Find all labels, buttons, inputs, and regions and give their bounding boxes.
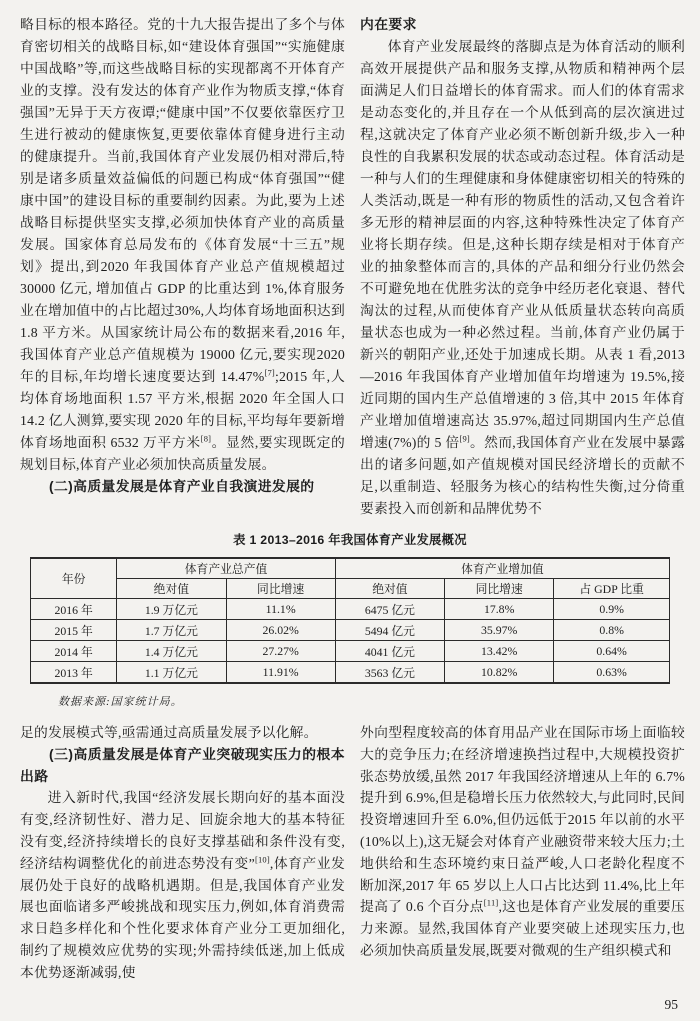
table-cell-gdp: 0.64% [554, 641, 670, 662]
top-left-column [20, 14, 345, 520]
table-header-growth-2: 同比增速 [445, 579, 554, 599]
table-cell-year: 2013 年 [31, 662, 117, 684]
page-number: 95 [664, 997, 678, 1012]
table-header-group-row [31, 558, 670, 579]
table-row [31, 620, 670, 641]
table-header-added-value-group: 体育产业增加值 [335, 558, 669, 579]
table-cell-total: 1.9 万亿元 [117, 599, 226, 620]
table-1 [30, 557, 670, 684]
table-cell-total-growth: 27.27% [226, 641, 335, 662]
table-cell-added: 5494 亿元 [335, 620, 444, 641]
table-row [31, 662, 670, 684]
table-cell-added-growth: 10.82% [445, 662, 554, 684]
paragraph-strategic-goals: 略目标的根本路径。党的十九大报告提出了多个与体育密切相关的战略目标,如“建设体育强国”“实施健康中国战略”等,而这些战略目标的实现都离不开体育产业的支撑。没有发达的体育产业作为物质支撑,“体育强国”无异于天方夜谭;“健康中国”不仅要依靠医疗卫生进行被动的健康恢复,更要依靠体育健身进行主动的健康提升。当前,我国体育产业发展仍相对滞后,特别是诸多质量效益偏低的问题已构成“体育强国”“健康中国”的建设目标的重要制约因素。为此,要为上述战略目标提供坚实支撑,必须加快体育产业的高质量发展。国家体育总局发布的《体育发展“十三五”规划》提出,到2020 年我国体育产业总产值规模超过 30000 亿元, 增加值占 GDP 的比重达到 1%,体育服务业在增加值中的占比超过30%,人均体育场地面积达到 1.8 平方米。从国家统计局公布的数据来看,2016 年,我国体育产业总产值规模为 19000 亿元,要实现2020年的目标,年均增长速度要达到 14.47%[7];2015 年,人均体育场地面积 1.57 平方米,根据 2020 年全国人口 14.2 亿人测算,要实现 2020 年的目标,平均每年要新增体育场地面积 6532 万平方米[8]。显然,要实现既定的规划目标,体育产业必须加快高质量发展。 [20, 17, 345, 472]
top-right-column [360, 14, 685, 520]
table-cell-total: 1.7 万亿元 [117, 620, 226, 641]
section-heading-3: (三)高质量发展是体育产业突破现实压力的根本出路 [20, 746, 345, 784]
table-header-absolute-2: 绝对值 [335, 579, 444, 599]
table-header-gdp-share: 占 GDP 比重 [554, 579, 670, 599]
table-cell-total-growth: 11.91% [226, 662, 335, 684]
paragraph-new-era: 进入新时代,我国“经济发展长期向好的基本面没有变,经济韧性好、潜力足、回旋余地大的基本特征没有变,经济持续增长的良好支撑基础和条件没有变,经济结构调整优化的前进态势没有变”[10],体育产业发展仍处于良好的战略机遇期。但是,我国体育产业发展也面临诸多严峻挑战和现实压力,例如,体育消费需求日趋多样化和个性化要求体育产业分工更加细化,制约了规模效应优势的实现;外需持续低迷,加上低成本优势逐渐减弱,使 [20, 790, 345, 980]
bottom-right-column [360, 722, 685, 984]
table-cell-year: 2016 年 [31, 599, 117, 620]
table-cell-total-growth: 11.1% [226, 599, 335, 620]
table-source-note: 数据来源:国家统计局。 [58, 696, 183, 708]
table-header-total-output-group: 体育产业总产值 [117, 558, 336, 579]
table-row [31, 599, 670, 620]
table-cell-total: 1.4 万亿元 [117, 641, 226, 662]
paragraph-continued-imbalance: 足的发展模式等,亟需通过高质量发展予以化解。 [20, 725, 318, 740]
table-cell-gdp: 0.63% [554, 662, 670, 684]
paragraph-external-pressure: 外向型程度较高的体育用品产业在国际市场上面临较大的竞争压力;在经济增速换挡过程中,大规模投资扩张态势放缓,虽然 2017 年我国经济增速从上年的 6.7%提升到 6.9%,但是稳增长压力依然较大,与此同时,民间投资增速回升至 6.0%,但仍远低于2015 年以前的水平(10%以上),这无疑会对体育产业融资带来较大压力;土地供给和生态环境约束日益严峻,人口老龄化程度不断加深,2017 年 65 岁以上人口占比达到 11.4%,比上年提高了 0.6 个百分点[11],这也是体育产业发展的重要压力来源。显然,我国体育产业要突破上述现实压力,也必须加快高质量发展,既要对微观的生产组织模式和 [360, 725, 685, 958]
table-header-absolute-1: 绝对值 [117, 579, 226, 599]
table-cell-gdp: 0.8% [554, 620, 670, 641]
table-cell-added-growth: 17.8% [445, 599, 554, 620]
table-cell-added: 4041 亿元 [335, 641, 444, 662]
table-title: 表 1 2013–2016 年我国体育产业发展概况 [233, 533, 467, 547]
paragraph-self-evolution: 体育产业发展最终的落脚点是为体育活动的顺利高效开展提供产品和服务支撑,从物质和精神两个层面满足人们日益增长的体育需求。而人们的体育需求是动态变化的,并且存在一个从低到高的层次演进过程,这就决定了体育产业必须不断创新升级,步入一种良性的自我累积发展的状态或动态过程。体育活动是一种与人们的生理健康和身体健康密切相关的特殊的人类活动,既是一种有形的物质性的活动,又包含着许多无形的精神层面的内容,这种特殊性决定了体育产业将长期存续。但是,这种长期存续是相对于体育产业的抽象整体而言的,具体的产品和细分行业仍然会不可避免地在优胜劣汰的竞争中经历老化衰退、替代淘汰的过程,从而使体育产业从低质量状态转向高质量状态也成为一种必然过程。当前,体育产业仍属于新兴的朝阳产业,还处于加速成长期。从表 1 看,2013—2016 年我国体育产业增加值年均增速为 19.5%,接近同期的国内生产总值增速的 3 倍,其中 2015 年体育产业增加值增速高达 35.97%,超过同期国内生产总值增速(7%)的 5 倍[9]。然而,我国体育产业在发展中暴露出的诸多问题,如产值规模对国民经济增长的贡献不足,以重制造、轻服务为核心的结构性失衡,过分倚重要素投入而创新和品牌优势不 [360, 39, 686, 516]
table-cell-added-growth: 35.97% [445, 620, 554, 641]
table-1-block [30, 533, 670, 709]
top-columns [20, 14, 685, 520]
table-cell-gdp: 0.9% [554, 599, 670, 620]
bottom-columns [20, 722, 685, 984]
table-subheader-row [31, 579, 670, 599]
table-cell-added-growth: 13.42% [445, 641, 554, 662]
table-header-growth-1: 同比增速 [226, 579, 335, 599]
table-cell-year: 2015 年 [31, 620, 117, 641]
table-cell-added: 6475 亿元 [335, 599, 444, 620]
table-row [31, 641, 670, 662]
table-header [31, 558, 670, 599]
table-cell-total: 1.1 万亿元 [117, 662, 226, 684]
table-cell-year: 2014 年 [31, 641, 117, 662]
bottom-left-column [20, 722, 345, 984]
section-heading-2-part1: (二)高质量发展是体育产业自我演进发展的 [48, 479, 315, 494]
table-header-year: 年份 [31, 558, 117, 599]
section-heading-2-part2: 内在要求 [360, 17, 417, 32]
table-cell-added: 3563 亿元 [335, 662, 444, 684]
table-cell-total-growth: 26.02% [226, 620, 335, 641]
